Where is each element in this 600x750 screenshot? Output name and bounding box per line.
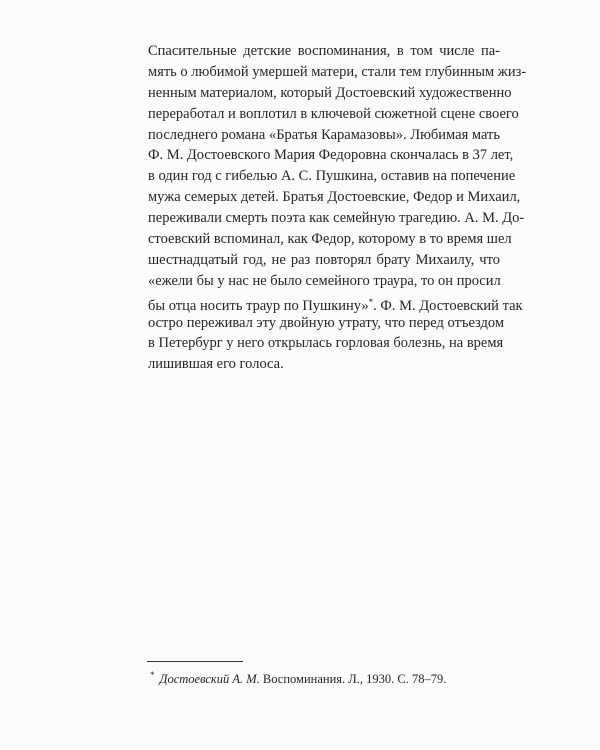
text-line-14 bbox=[148, 313, 505, 334]
text-line-14-body: переживал эту двойную утрату, что перед отъездом bbox=[186, 314, 505, 331]
text-line-6: Ф. М. Достоевского Мария Федоровна скончалась в 37 лет, bbox=[148, 147, 514, 164]
footnote-text: Воспоминания. Л., 1930. С. 78–79. bbox=[259, 672, 447, 686]
text-line-11: шестнадцатый год, не раз повторял брату Михаилу, что bbox=[148, 251, 500, 268]
text-line-1: Спасительные детские воспоминания, в том числе па- bbox=[148, 43, 500, 59]
text-line-4: переработал и воплотил в ключевой сюжетной сцене своего bbox=[148, 105, 519, 122]
text-line-9: переживали смерть поэта как семейную трагедию. А. М. До- bbox=[148, 210, 525, 227]
text-line-7: в один год с гибелью А. С. Пушкина, оставив на попечение bbox=[148, 168, 516, 185]
text-line-12: «ежели бы у нас не было семейного траура, то он просил bbox=[148, 272, 501, 289]
text-line-3: ненным материалом, который Достоевский художественно bbox=[148, 84, 512, 101]
text-line-8: мужа семерых детей. Братья Достоевские, Федор и Михаил, bbox=[148, 189, 521, 206]
text-line-13 bbox=[148, 292, 523, 314]
footnote-mark: * bbox=[150, 670, 155, 680]
footnote-reference-mark: * bbox=[368, 296, 374, 307]
text-line-15: в Петербург у него открылась горловая болезнь, на время bbox=[148, 335, 504, 352]
footnote-divider bbox=[147, 661, 243, 662]
body-paragraph bbox=[148, 41, 527, 375]
text-line-2: мять о любимой умершей матери, стали тем глубинным жиз- bbox=[148, 63, 527, 80]
footnote-author: Достоевский А. М. bbox=[159, 672, 260, 686]
text-line-13-tail: . Ф. М. Достоевский так bbox=[373, 297, 523, 314]
text-line-5: последнего романа «Братья Карамазовы». Любимая мать bbox=[148, 126, 500, 143]
text-line-16: лишившая его голоса. bbox=[148, 356, 284, 373]
footnote bbox=[150, 666, 446, 688]
text-line-13-head: бы отца носить траур по Пушкину» bbox=[148, 297, 369, 314]
text-line-10: стоевский вспоминал, как Федор, которому в то время шел bbox=[148, 231, 512, 248]
text-line-14-prefix: остро bbox=[148, 314, 187, 331]
